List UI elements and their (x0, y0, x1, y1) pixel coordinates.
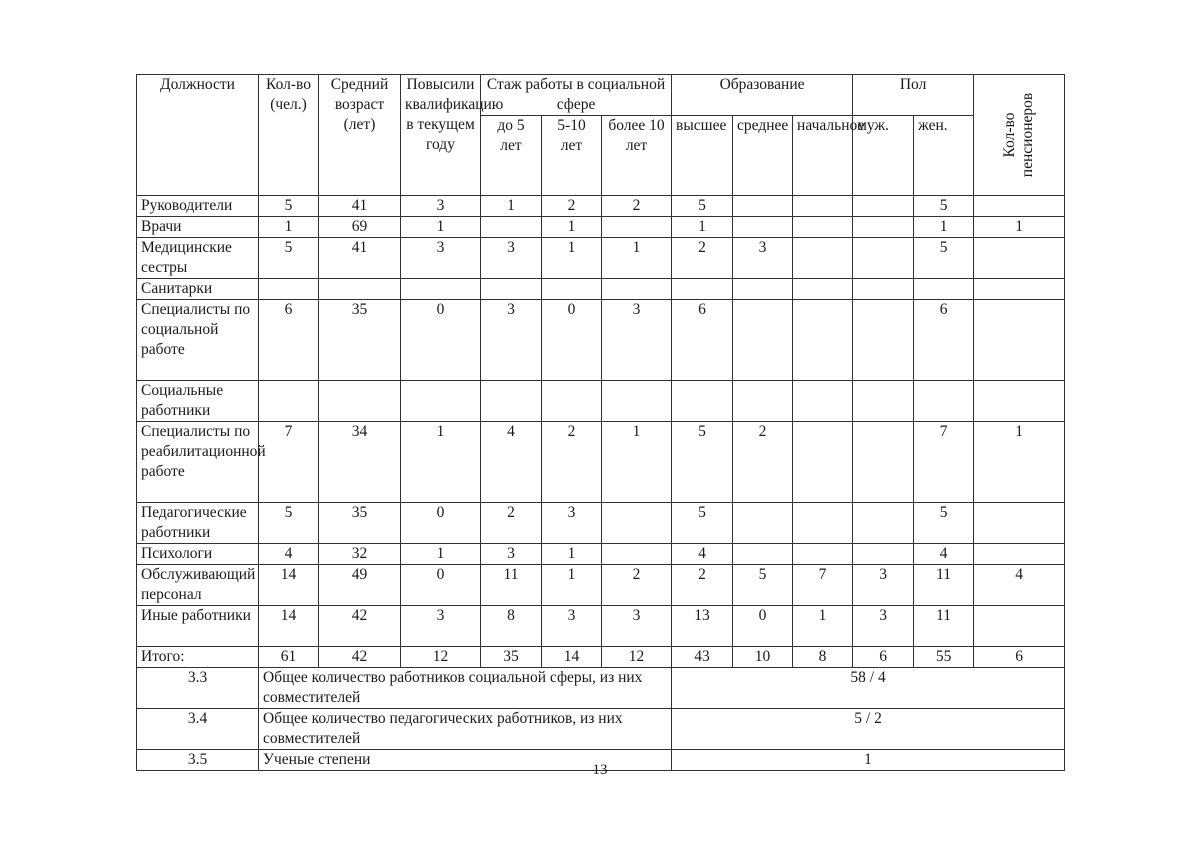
cell-male: 6 (853, 647, 914, 668)
cell-higher: 13 (672, 606, 733, 647)
header-edu-higher: высшее (672, 116, 733, 196)
row-position-name: Итого: (137, 647, 259, 668)
table-row (137, 503, 1065, 544)
cell-secondary: 5 (733, 565, 793, 606)
cell-gt10: 1 (602, 422, 672, 503)
cell-lt5: 1 (481, 196, 542, 217)
cell-pens (974, 503, 1065, 544)
header-edu-primary: начальное (793, 116, 853, 196)
summary-number: 3.5 (137, 750, 259, 771)
cell-age: 69 (319, 217, 401, 238)
cell-higher: 6 (672, 300, 733, 381)
cell-lt5: 4 (481, 422, 542, 503)
cell-age: 49 (319, 565, 401, 606)
cell-gt10 (602, 217, 672, 238)
cell-age: 35 (319, 503, 401, 544)
cell-female: 11 (914, 565, 974, 606)
cell-male (853, 300, 914, 381)
table-body (137, 75, 1065, 771)
cell-male (853, 381, 914, 422)
cell-mid: 1 (542, 565, 602, 606)
cell-primary: 1 (793, 606, 853, 647)
row-position-name: Врачи (137, 217, 259, 238)
cell-gt10: 3 (602, 606, 672, 647)
cell-primary (793, 279, 853, 300)
table-row (137, 422, 1065, 503)
summary-label: Ученые степени (259, 750, 672, 771)
row-position-name: Специалисты по социальной работе (137, 300, 259, 381)
cell-pens (974, 279, 1065, 300)
cell-lt5: 35 (481, 647, 542, 668)
cell-higher: 2 (672, 565, 733, 606)
cell-higher: 5 (672, 422, 733, 503)
cell-qual: 0 (401, 565, 481, 606)
header-avg-age: Средний возраст (лет) (319, 75, 401, 196)
header-gender: Пол (853, 75, 974, 116)
cell-mid: 2 (542, 196, 602, 217)
cell-lt5: 3 (481, 238, 542, 279)
cell-male (853, 544, 914, 565)
cell-male (853, 422, 914, 503)
cell-female: 11 (914, 606, 974, 647)
cell-pens (974, 544, 1065, 565)
header-male: муж. (853, 116, 914, 196)
header-count: Кол-во (чел.) (259, 75, 319, 196)
cell-gt10: 12 (602, 647, 672, 668)
cell-age: 41 (319, 238, 401, 279)
cell-pens (974, 300, 1065, 381)
cell-lt5 (481, 279, 542, 300)
row-position-name: Педагогические работники (137, 503, 259, 544)
summary-value: 58 / 4 (672, 668, 1065, 709)
cell-secondary: 2 (733, 422, 793, 503)
cell-age (319, 279, 401, 300)
cell-mid: 1 (542, 238, 602, 279)
table-row (137, 381, 1065, 422)
cell-pens (974, 606, 1065, 647)
cell-qual (401, 381, 481, 422)
cell-lt5: 3 (481, 544, 542, 565)
cell-qual: 0 (401, 300, 481, 381)
cell-gt10 (602, 381, 672, 422)
table-row (137, 196, 1065, 217)
cell-primary (793, 381, 853, 422)
cell-age: 32 (319, 544, 401, 565)
cell-higher: 4 (672, 544, 733, 565)
cell-pens (974, 196, 1065, 217)
header-exp-5-10: 5-10 лет (542, 116, 602, 196)
row-position-name: Специалисты по реабилитационной работе (137, 422, 259, 503)
cell-age (319, 381, 401, 422)
cell-male: 3 (853, 606, 914, 647)
cell-age: 35 (319, 300, 401, 381)
row-position-name: Обслуживающий персонал (137, 565, 259, 606)
cell-gt10 (602, 503, 672, 544)
cell-qual: 3 (401, 238, 481, 279)
cell-female: 5 (914, 238, 974, 279)
cell-higher: 2 (672, 238, 733, 279)
cell-male (853, 238, 914, 279)
header-exp-lt5: до 5 лет (481, 116, 542, 196)
cell-primary (793, 544, 853, 565)
cell-mid (542, 279, 602, 300)
cell-mid: 1 (542, 217, 602, 238)
page-number: 13 (592, 762, 608, 778)
cell-pens (974, 238, 1065, 279)
table-row (137, 238, 1065, 279)
cell-secondary (733, 381, 793, 422)
cell-count: 14 (259, 606, 319, 647)
cell-count: 14 (259, 565, 319, 606)
cell-lt5: 8 (481, 606, 542, 647)
cell-age: 42 (319, 606, 401, 647)
cell-count: 5 (259, 503, 319, 544)
cell-higher: 5 (672, 196, 733, 217)
cell-mid: 3 (542, 503, 602, 544)
cell-pens: 1 (974, 422, 1065, 503)
cell-mid: 3 (542, 606, 602, 647)
cell-secondary (733, 279, 793, 300)
table-row (137, 647, 1065, 668)
cell-count: 5 (259, 238, 319, 279)
summary-value: 1 (672, 750, 1065, 771)
row-position-name: Санитарки (137, 279, 259, 300)
cell-female: 1 (914, 217, 974, 238)
cell-primary (793, 503, 853, 544)
cell-secondary (733, 503, 793, 544)
cell-male (853, 503, 914, 544)
table-row (137, 565, 1065, 606)
cell-male (853, 279, 914, 300)
cell-secondary (733, 300, 793, 381)
cell-qual (401, 279, 481, 300)
cell-qual: 12 (401, 647, 481, 668)
cell-mid (542, 381, 602, 422)
cell-count: 1 (259, 217, 319, 238)
summary-number: 3.3 (137, 668, 259, 709)
cell-lt5: 2 (481, 503, 542, 544)
table-row (137, 279, 1065, 300)
row-position-name: Психологи (137, 544, 259, 565)
row-position-name: Социальные работники (137, 381, 259, 422)
cell-count: 7 (259, 422, 319, 503)
cell-gt10: 2 (602, 565, 672, 606)
cell-lt5 (481, 381, 542, 422)
table-row (137, 300, 1065, 381)
cell-count: 61 (259, 647, 319, 668)
cell-age: 42 (319, 647, 401, 668)
summary-row (137, 709, 1065, 750)
cell-lt5 (481, 217, 542, 238)
cell-qual: 0 (401, 503, 481, 544)
cell-count (259, 381, 319, 422)
cell-count: 5 (259, 196, 319, 217)
row-position-name: Медицинские сестры (137, 238, 259, 279)
cell-count: 6 (259, 300, 319, 381)
cell-qual: 1 (401, 217, 481, 238)
cell-primary (793, 238, 853, 279)
cell-higher: 1 (672, 217, 733, 238)
cell-female (914, 381, 974, 422)
row-position-name: Руководители (137, 196, 259, 217)
summary-row (137, 668, 1065, 709)
cell-higher: 5 (672, 503, 733, 544)
summary-value: 5 / 2 (672, 709, 1065, 750)
cell-count: 4 (259, 544, 319, 565)
staff-table (136, 74, 1065, 771)
cell-primary: 7 (793, 565, 853, 606)
summary-label: Общее количество работников социальной сферы, из них совместителей (259, 668, 672, 709)
cell-gt10: 1 (602, 238, 672, 279)
cell-primary (793, 300, 853, 381)
cell-female: 55 (914, 647, 974, 668)
cell-primary (793, 217, 853, 238)
cell-pens (974, 381, 1065, 422)
cell-mid: 2 (542, 422, 602, 503)
cell-secondary: 3 (733, 238, 793, 279)
header-row-1 (137, 75, 1065, 116)
cell-male (853, 217, 914, 238)
header-exp-gt10: более 10 лет (602, 116, 672, 196)
table-row (137, 606, 1065, 647)
header-edu-secondary: среднее (733, 116, 793, 196)
cell-pens: 4 (974, 565, 1065, 606)
cell-female: 7 (914, 422, 974, 503)
cell-gt10: 3 (602, 300, 672, 381)
cell-pens: 6 (974, 647, 1065, 668)
cell-higher (672, 279, 733, 300)
cell-male (853, 196, 914, 217)
cell-primary: 8 (793, 647, 853, 668)
cell-mid: 14 (542, 647, 602, 668)
cell-count (259, 279, 319, 300)
cell-male: 3 (853, 565, 914, 606)
cell-age: 41 (319, 196, 401, 217)
header-education: Образование (672, 75, 853, 116)
cell-secondary (733, 544, 793, 565)
cell-pens: 1 (974, 217, 1065, 238)
summary-label: Общее количество педагогических работников, из них совместителей (259, 709, 672, 750)
cell-female: 5 (914, 196, 974, 217)
cell-gt10: 2 (602, 196, 672, 217)
cell-female: 5 (914, 503, 974, 544)
cell-qual: 1 (401, 422, 481, 503)
row-position-name: Иные работники (137, 606, 259, 647)
cell-female: 4 (914, 544, 974, 565)
cell-secondary: 0 (733, 606, 793, 647)
table-row (137, 544, 1065, 565)
cell-qual: 1 (401, 544, 481, 565)
cell-higher: 43 (672, 647, 733, 668)
cell-age: 34 (319, 422, 401, 503)
table-row (137, 217, 1065, 238)
cell-gt10 (602, 544, 672, 565)
cell-lt5: 3 (481, 300, 542, 381)
cell-lt5: 11 (481, 565, 542, 606)
header-qualification: Повысили квалификацию в текущем году (401, 75, 481, 196)
cell-mid: 0 (542, 300, 602, 381)
cell-primary (793, 196, 853, 217)
cell-primary (793, 422, 853, 503)
cell-mid: 1 (542, 544, 602, 565)
cell-higher (672, 381, 733, 422)
summary-number: 3.4 (137, 709, 259, 750)
cell-qual: 3 (401, 196, 481, 217)
header-experience: Стаж работы в социальной сфере (481, 75, 672, 116)
cell-qual: 3 (401, 606, 481, 647)
header-pensioners (974, 75, 1065, 196)
header-female: жен. (914, 116, 974, 196)
cell-female (914, 279, 974, 300)
header-pensioners-label: Кол-во пенсионеров (1001, 92, 1037, 178)
cell-gt10 (602, 279, 672, 300)
cell-secondary: 10 (733, 647, 793, 668)
cell-secondary (733, 196, 793, 217)
header-position: Должности (137, 75, 259, 196)
cell-secondary (733, 217, 793, 238)
cell-female: 6 (914, 300, 974, 381)
